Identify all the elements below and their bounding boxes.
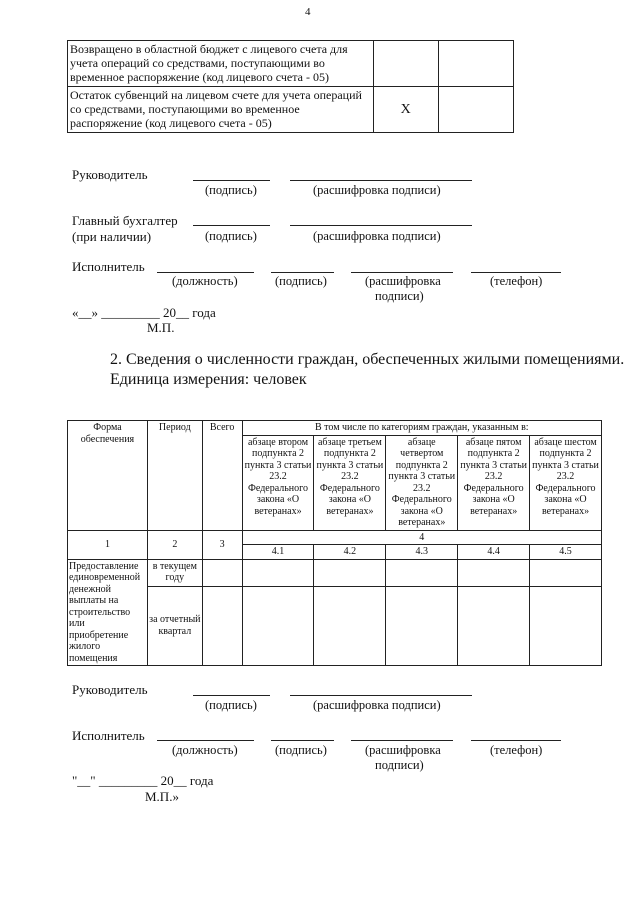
header-category: абзаце четвертом подпункта 2 пункта 3 статьи 23.2 Федерального закона «О ветеранах» xyxy=(386,435,458,530)
header-category: абзаце втором подпункта 2 пункта 3 статьи 23.2 Федерального закона «О ветеранах» xyxy=(242,435,314,530)
date-line: «__» _________ 20__ года xyxy=(72,305,216,320)
signature-caption: (подпись) xyxy=(275,274,327,288)
stamp-label: М.П. xyxy=(147,320,175,335)
col-number: 3 xyxy=(202,530,242,559)
position-line xyxy=(157,740,254,741)
head-label: Руководитель xyxy=(72,167,148,182)
housing-table xyxy=(67,420,602,666)
col-subnumber: 4.4 xyxy=(458,545,530,560)
decoding-caption: (расшифровка подписи) xyxy=(313,183,441,197)
table-row xyxy=(68,559,602,586)
data-cell xyxy=(242,559,314,586)
decoding-line xyxy=(290,225,472,226)
data-cell xyxy=(530,559,602,586)
col-subnumber: 4.5 xyxy=(530,545,602,560)
decoding-caption-line1: (расшифровка xyxy=(365,743,441,757)
col-number: 4 xyxy=(242,530,601,545)
row-value xyxy=(438,87,513,133)
phone-line xyxy=(471,740,561,741)
row-value xyxy=(438,41,513,87)
phone-caption: (телефон) xyxy=(490,743,543,757)
signature-caption: (подпись) xyxy=(205,698,257,712)
decoding-line xyxy=(290,180,472,181)
data-cell xyxy=(242,586,314,665)
row-text: Возвращено в областной бюджет с лицевого счета для учета операций со средствами, поступающими во временное распоряжение (код лицевого счета - 05) xyxy=(68,41,374,87)
data-cell xyxy=(386,559,458,586)
row-label: Предоставление единовременной денежной выплаты на строительство или приобретение жилого помещения xyxy=(68,559,148,666)
signature-line xyxy=(271,272,334,273)
executor-label: Исполнитель xyxy=(72,259,145,274)
row-mark xyxy=(373,41,438,87)
decoding-caption-line2: подписи) xyxy=(375,289,424,303)
numbering-row xyxy=(68,530,602,545)
section-unit: Единица измерения: человек xyxy=(110,371,307,388)
signature-caption: (подпись) xyxy=(205,229,257,243)
decoding-caption: (расшифровка подписи) xyxy=(313,229,441,243)
balance-table xyxy=(67,40,514,133)
data-cell xyxy=(386,586,458,665)
period-cell: в текущем году xyxy=(147,559,202,586)
phone-line xyxy=(471,272,561,273)
signature-line xyxy=(193,225,270,226)
signature-caption: (подпись) xyxy=(275,743,327,757)
data-cell xyxy=(458,586,530,665)
chief-accountant-note: (при наличии) xyxy=(72,229,152,244)
data-cell xyxy=(202,586,242,665)
decoding-caption-line1: (расшифровка xyxy=(365,274,441,288)
phone-caption: (телефон) xyxy=(490,274,543,288)
col-subnumber: 4.3 xyxy=(386,545,458,560)
position-caption: (должность) xyxy=(172,743,238,757)
data-cell xyxy=(314,559,386,586)
data-cell xyxy=(314,586,386,665)
section-title xyxy=(110,350,624,390)
signature-line xyxy=(271,740,334,741)
signature-line xyxy=(193,180,270,181)
signature-line xyxy=(193,695,270,696)
table-row xyxy=(68,41,514,87)
header-category: абзаце третьем подпункта 2 пункта 3 статьи 23.2 Федерального закона «О ветеранах» xyxy=(314,435,386,530)
position-line xyxy=(157,272,254,273)
table-row xyxy=(68,87,514,133)
page-number: 4 xyxy=(305,6,311,18)
header-form: Форма обеспечения xyxy=(68,421,148,531)
table-header-row xyxy=(68,421,602,436)
data-cell xyxy=(530,586,602,665)
header-category-group: В том числе по категориям граждан, указанным в: xyxy=(242,421,601,436)
decoding-caption: (расшифровка подписи) xyxy=(313,698,441,712)
decoding-line xyxy=(351,740,453,741)
table-row xyxy=(68,586,602,665)
decoding-line xyxy=(351,272,453,273)
col-number: 1 xyxy=(68,530,148,559)
period-cell: за отчетный квартал xyxy=(147,586,202,665)
head-label: Руководитель xyxy=(72,682,148,697)
header-total: Всего xyxy=(202,421,242,531)
stamp-label: М.П.» xyxy=(145,789,179,804)
row-mark: X xyxy=(373,87,438,133)
decoding-line xyxy=(290,695,472,696)
section-heading: 2. Сведения о численности граждан, обеспеченных жилыми помещениями. xyxy=(110,351,625,368)
data-cell xyxy=(202,559,242,586)
executor-label: Исполнитель xyxy=(72,728,145,743)
signature-caption: (подпись) xyxy=(205,183,257,197)
data-cell xyxy=(458,559,530,586)
col-subnumber: 4.1 xyxy=(242,545,314,560)
col-number: 2 xyxy=(147,530,202,559)
row-text: Остаток субвенций на лицевом счете для учета операций со средствами, поступающими во временное распоряжение (код лицевого счета - 05) xyxy=(68,87,374,133)
header-period: Период xyxy=(147,421,202,531)
header-category: абзаце пятом подпункта 2 пункта 3 статьи 23.2 Федерального закона «О ветеранах» xyxy=(458,435,530,530)
decoding-caption-line2: подписи) xyxy=(375,758,424,772)
date-line: "__" _________ 20__ года xyxy=(72,773,214,788)
chief-accountant-label: Главный бухгалтер xyxy=(72,213,178,228)
header-category: абзаце шестом подпункта 2 пункта 3 статьи 23.2 Федерального закона «О ветеранах» xyxy=(530,435,602,530)
col-subnumber: 4.2 xyxy=(314,545,386,560)
position-caption: (должность) xyxy=(172,274,238,288)
